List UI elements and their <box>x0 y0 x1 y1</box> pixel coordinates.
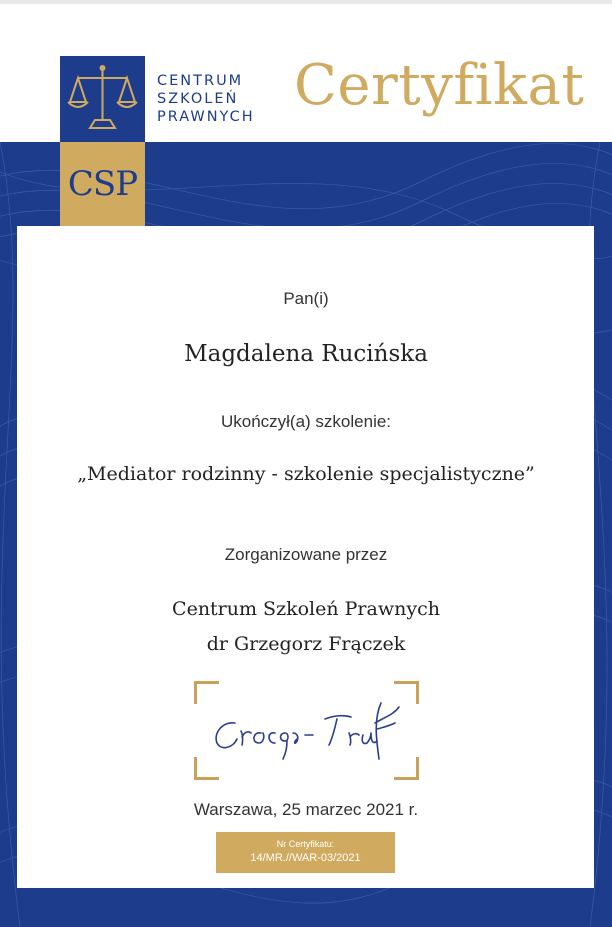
recipient-name: Magdalena Rucińska <box>184 341 428 367</box>
logo-monogram: CSP <box>67 164 138 204</box>
certificate-number-badge <box>216 832 395 873</box>
organized-by-label: Zorganizowane przez <box>224 545 388 564</box>
organizer-person: dr Grzegorz Frączek <box>206 633 406 655</box>
org-name-line: SZKOLEŃ <box>157 91 239 107</box>
completed-label: Ukończył(a) szkolenie: <box>220 412 392 431</box>
organization-name <box>157 72 255 126</box>
certificate-title: Certyfikat <box>294 53 585 118</box>
certificate-number: 14/MR.//WAR-03/2021 <box>250 852 361 864</box>
course-name: „Mediator rodzinny - szkolenie specjalistyczne” <box>77 463 535 485</box>
salutation: Pan(i) <box>283 289 329 308</box>
org-name-line: CENTRUM <box>157 73 244 89</box>
org-name-line: PRAWNYCH <box>157 109 255 125</box>
csp-logo <box>60 56 145 226</box>
logo-top-panel <box>60 56 145 142</box>
place-and-date: Warszawa, 25 marzec 2021 r. <box>193 800 419 819</box>
logo-bottom-panel <box>60 142 145 226</box>
certificate-number-label: Nr Certyfikatu: <box>276 839 335 849</box>
scales-of-justice-icon <box>60 56 145 142</box>
handwritten-signature <box>205 693 405 763</box>
organizer-name: Centrum Szkoleń Prawnych <box>172 598 440 620</box>
